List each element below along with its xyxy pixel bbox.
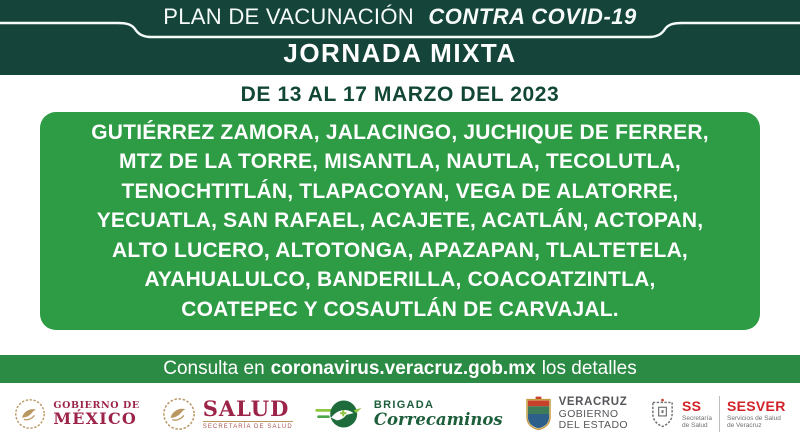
roadrunner-icon <box>315 396 367 432</box>
footer-divider <box>719 396 720 432</box>
del-estado-label: DEL ESTADO <box>558 419 628 432</box>
date-range: DE 13 AL 17 MARZO DEL 2023 <box>0 75 800 112</box>
brigada-label: BRIGADA <box>373 398 435 411</box>
mexico-eagle-icon <box>14 398 46 430</box>
info-url: coronavirus.veracruz.gob.mx <box>270 358 536 379</box>
logo-veracruz-gobierno <box>525 396 628 432</box>
logo-ss-sesver <box>650 396 786 432</box>
info-bar <box>0 355 800 383</box>
municipalities-box <box>40 112 760 330</box>
municipalities-line: COATEPEC Y COSAUTLÁN DE CARVAJAL. <box>181 297 619 321</box>
municipalities-line: MTZ DE LA TORRE, MISANTLA, NAUTLA, TECOLUTLA, <box>119 150 681 174</box>
salud-shield-icon <box>650 398 675 430</box>
municipalities-line: TENOCHTITLÁN, TLAPACOYAN, VEGA DE ALATORRE, <box>121 179 679 203</box>
veracruz-shield-icon <box>525 396 552 432</box>
sesver-sub1: Servicios de Salud <box>727 414 781 422</box>
info-prefix: Consulta en <box>163 358 265 379</box>
municipalities-line: ALTO LUCERO, ALTOTONGA, APAZAPAN, TLALTETELA, <box>112 238 688 262</box>
municipalities-line: YECUATLA, SAN RAFAEL, ACAJETE, ACATLÁN, ACTOPAN, <box>96 209 704 233</box>
header-banner <box>0 0 800 75</box>
page-title <box>0 4 800 30</box>
correcaminos-label: Correcaminos <box>373 410 503 430</box>
subtitle-jornada: JORNADA MIXTA <box>283 38 517 68</box>
municipalities-line: AYAHUALULCO, BANDERILLA, COACOATZINTLA, <box>144 268 656 292</box>
logo-brigada-correcaminos <box>315 396 503 432</box>
mexico-label: MÉXICO <box>53 408 138 428</box>
sesver-label: SESVER <box>727 398 786 415</box>
salud-rule <box>203 421 293 422</box>
municipalities-line: GUTIÉRREZ ZAMORA, JALACINGO, JUCHIQUE DE FERRER, <box>91 120 709 144</box>
info-suffix: los detalles <box>541 358 637 379</box>
logo-gobierno-mexico <box>14 398 139 430</box>
mexico-eagle-icon <box>162 397 196 431</box>
veracruz-label: VERACRUZ <box>558 395 628 408</box>
footer-logos <box>0 383 800 445</box>
ss-sub2: de Salud <box>682 422 708 430</box>
title-regular-part: PLAN DE VACUNACIÓN <box>163 4 414 29</box>
ss-label: SS <box>682 398 702 415</box>
salud-label: SALUD <box>202 396 290 421</box>
logo-salud <box>162 397 293 431</box>
secretaria-salud-label: SECRETARÍA DE SALUD <box>202 424 293 430</box>
gobierno-de-label: GOBIERNO DE <box>53 399 140 411</box>
sesver-sub2: de Veracruz <box>727 422 762 430</box>
gobierno-label: GOBIERNO <box>558 407 619 420</box>
ss-sub1: Secretaría <box>682 414 712 422</box>
title-bold-part: CONTRA COVID-19 <box>428 4 637 29</box>
